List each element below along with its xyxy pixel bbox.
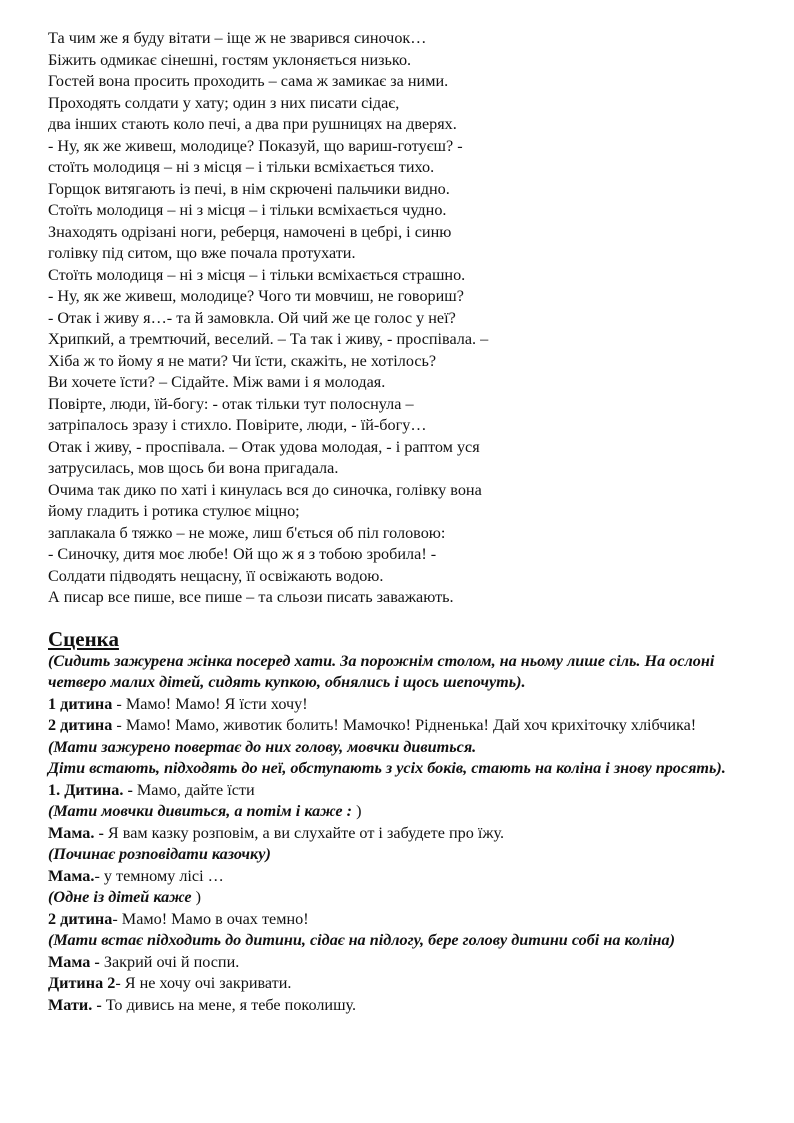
- poem-line: Ви хочете їсти? – Сідайте. Між вами і я молодая.: [48, 373, 386, 391]
- stage-direction: [48, 651, 748, 694]
- speaker-name: Мати. -: [48, 995, 102, 1014]
- stage-direction: [48, 844, 748, 866]
- poem-line: стоїть молодиця – ні з місця – і тільки всміхається тихо.: [48, 158, 435, 176]
- dialogue-text: То дивись на мене, я тебе поколишу.: [101, 995, 357, 1014]
- speaker-name: 1. Дитина. -: [48, 780, 133, 799]
- poem-line: Горщок витягають із печі, в нім скрючені пальчики видно.: [48, 179, 450, 198]
- poem-line: - Отак і живу я…- та й замовкла. Ой чий же це голос у неї?: [48, 308, 456, 327]
- dialogue-text: - Мамо! Мамо в очах темно!: [112, 909, 309, 928]
- poem-line: Стоїть молодиця – ні з місця – і тільки всміхається чудно.: [48, 201, 447, 219]
- poem-line: Повірте, люди, їй-богу: - отак тільки тут полоснула –: [48, 394, 414, 413]
- dialogue-text: - у темному лісі …: [94, 866, 224, 885]
- speaker-name: Мама -: [48, 952, 100, 971]
- stage-direction-text: (Сидить зажурена жінка посеред хати. За порожнім столом, на ньому лише сіль. На ослоні четверо малих дітей, сидять купкою, обнялись і щось шепочуть).: [48, 651, 715, 691]
- speaker-name: 2 дитина: [48, 909, 113, 928]
- dialogue-line: [48, 715, 748, 737]
- poem-line: йому гладить і ротика стулює міцно;: [48, 502, 300, 520]
- stage-direction: [48, 737, 748, 759]
- dialogue-line: [48, 694, 748, 716]
- dialogue-text: Я вам казку розповім, а ви слухайте от і забудете про їжу.: [103, 823, 505, 842]
- poem-line: Отак і живу, - проспівала. – Отак удова молодая, - і раптом уся: [48, 437, 480, 456]
- poem-line: А писар все пише, все пише – та сльози писать заважають.: [48, 588, 454, 606]
- dialogue-text: - Мамо! Мамо, животик болить! Мамочко! Рідненька! Дай хоч крихіточку хлібчика!: [112, 716, 697, 734]
- poem-line: - Синочку, дитя моє любе! Ой що ж я з тобою зробила! -: [48, 545, 437, 563]
- poem-line: заплакала б тяжко – не може, лиш б'ється об піл головою:: [48, 523, 446, 542]
- poem-line: Хрипкий, а тремтючий, веселий. – Та так і живу, - проспівала. –: [48, 330, 489, 348]
- scene-block: [48, 651, 748, 1017]
- speaker-name: Мама.: [48, 866, 95, 885]
- stage-direction-text: (Одне із дітей каже: [48, 888, 192, 906]
- poem-line: Гостей вона просить проходить – сама ж замикає за ними.: [48, 72, 449, 90]
- poem-line: - Ну, як же живеш, молодице? Чого ти мовчиш, не говориш?: [48, 287, 464, 305]
- stage-direction-text: Діти встають, підходять до неї, обступають з усіх боків, стають на коліна і знову просять).: [48, 759, 726, 777]
- dialogue-text: Закрий очі й поспи.: [99, 952, 240, 971]
- poem-line: Хіба ж то йому я не мати? Чи їсти, скажіть, не хотілось?: [48, 351, 437, 370]
- document-page: [48, 28, 748, 1016]
- speaker-name: Дитина 2: [48, 974, 116, 992]
- poem-line: - Ну, як же живеш, молодице? Показуй, що вариш-готуєш? -: [48, 136, 463, 155]
- poem-line: Проходять солдати у хату; один з них писати сідає,: [48, 93, 400, 112]
- dialogue-line: [48, 973, 748, 995]
- stage-direction-tail: ): [191, 888, 202, 906]
- dialogue-line: [48, 995, 748, 1017]
- poem-line: Та чим же я буду вітати – іще ж не зварився синочок…: [48, 29, 427, 47]
- dialogue-line: [48, 909, 748, 931]
- poem-line: два інших стають коло печі, а два при рушницях на дверях.: [48, 115, 457, 133]
- poem-line: голівку під ситом, що вже почала протухати.: [48, 244, 356, 262]
- stage-direction: [48, 887, 748, 909]
- poem-line: затрусилась, мов щось би вона пригадала.: [48, 459, 339, 477]
- stage-direction-text: (Мати встає підходить до дитини, сідає на підлогу, бере голову дитини собі на коліна): [48, 931, 676, 949]
- dialogue-text: Мамо, дайте їсти: [132, 780, 255, 799]
- poem-line: Солдати підводять нещасну, її освіжають водою.: [48, 566, 384, 585]
- scene-title: Сценка: [48, 626, 119, 651]
- speaker-name: Мама. -: [48, 823, 104, 842]
- stage-direction: [48, 801, 748, 823]
- poem-line: Знаходять одрізані ноги, реберця, намочені в цебрі, і синю: [48, 222, 452, 241]
- stage-direction-text: (Мати мовчки дивиться, а потім і каже :: [48, 802, 353, 820]
- poem-block: [48, 28, 748, 609]
- stage-direction-tail: ): [352, 802, 362, 820]
- dialogue-text: - Мамо! Мамо! Я їсти хочу!: [112, 694, 308, 713]
- speaker-name: 1 дитина: [48, 694, 113, 713]
- dialogue-line: [48, 780, 748, 802]
- stage-direction-text: (Починає розповідати казочку): [48, 845, 271, 863]
- speaker-name: 2 дитина: [48, 716, 113, 734]
- poem-line: Очима так дико по хаті і кинулась вся до синочка, голівку вона: [48, 480, 482, 499]
- poem-line: Стоїть молодиця – ні з місця – і тільки всміхається страшно.: [48, 265, 466, 284]
- dialogue-line: [48, 952, 748, 974]
- dialogue-line: [48, 866, 748, 888]
- stage-direction-text: (Мати зажурено повертає до них голову, мовчки дивиться.: [48, 737, 477, 756]
- dialogue-line: [48, 823, 748, 845]
- poem-line: затріпалось зразу і стихло. Повірите, люди, - їй-богу…: [48, 416, 427, 434]
- stage-direction: [48, 930, 748, 952]
- stage-direction: [48, 758, 748, 780]
- dialogue-text: - Я не хочу очі закривати.: [115, 974, 292, 992]
- poem-line: Біжить одмикає сінешні, гостям уклоняється низько.: [48, 50, 412, 69]
